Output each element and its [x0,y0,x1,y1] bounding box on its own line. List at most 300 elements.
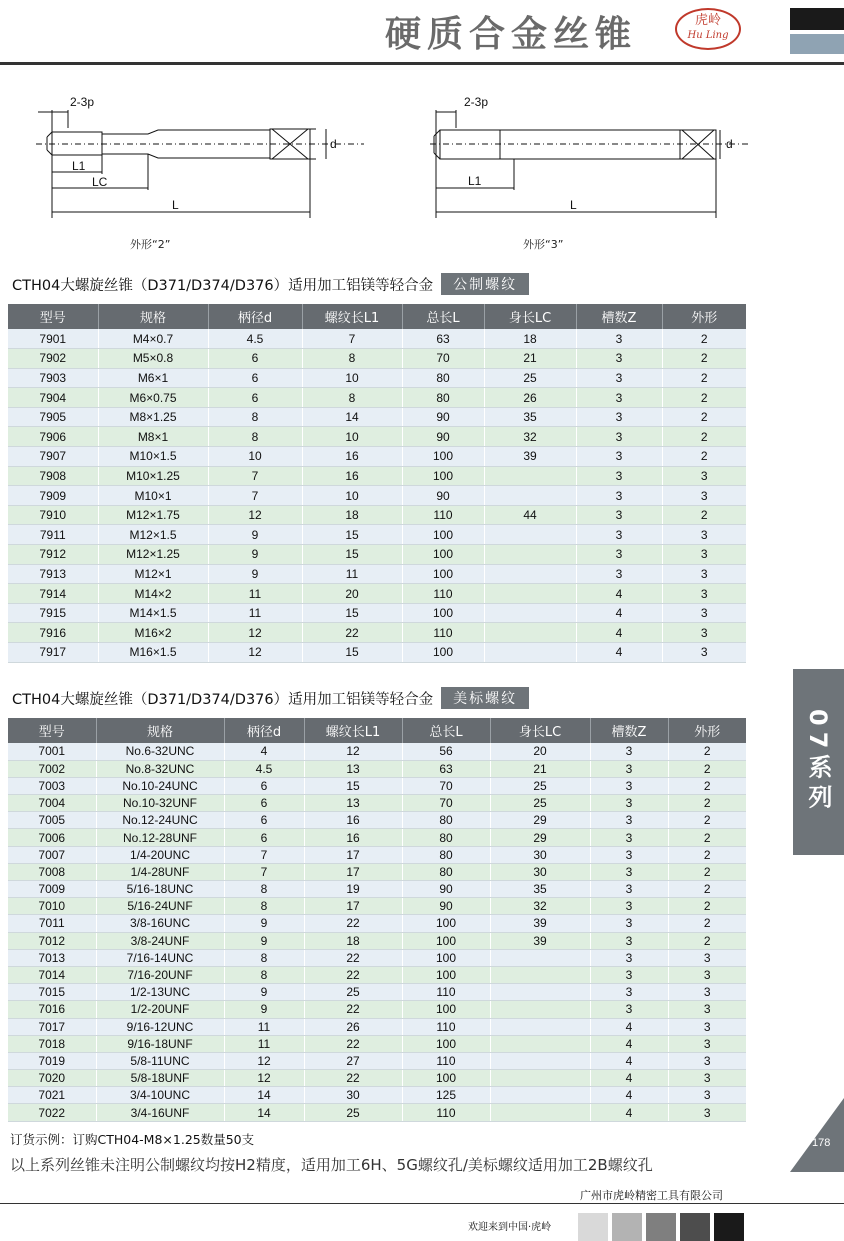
table-cell: 5/8-11UNC [96,1052,224,1069]
table-cell: 2 [662,447,746,467]
table-row [8,777,746,794]
table-cell: 3 [668,1052,746,1069]
table-cell: 3 [590,881,668,898]
table-cell: 4 [590,1087,668,1104]
table-cell: 9/16-12UNC [96,1018,224,1035]
table-cell [484,603,576,623]
column-header: 型号 [8,304,98,329]
table-cell: 44 [484,505,576,525]
table-cell: 7021 [8,1087,96,1104]
table-cell: 3 [576,329,662,349]
table-cell: 70 [402,777,490,794]
table-cell: 3 [576,505,662,525]
order-example: 订货示例：订购CTH04-M8×1.25数量50支 [10,1132,255,1147]
table-cell [484,486,576,506]
table-cell [484,545,576,565]
table-cell: 3 [576,407,662,427]
table-cell: No.10-24UNC [96,777,224,794]
table-cell: 6 [208,388,302,408]
table-cell: 1/4-20UNC [96,846,224,863]
table-cell: 7911 [8,525,98,545]
table-cell: No.10-32UNF [96,795,224,812]
table-cell: 7917 [8,643,98,663]
table-cell: 56 [402,743,490,760]
table-cell: 3 [590,949,668,966]
table-cell: 3 [576,368,662,388]
table-cell: 7006 [8,829,96,846]
column-header: 总长L [402,304,484,329]
table-cell: 125 [402,1087,490,1104]
table-cell: 29 [490,829,590,846]
table-cell: 3 [576,466,662,486]
table-row [8,881,746,898]
table-row [8,368,746,388]
table-row [8,1035,746,1052]
table-row [8,525,746,545]
table-cell: 2 [662,349,746,369]
table-cell: 12 [208,623,302,643]
table-cell: 3 [662,564,746,584]
page-corner [790,1098,844,1172]
table-cell: 39 [484,447,576,467]
table-cell: 25 [490,777,590,794]
table-cell: 100 [402,525,484,545]
table-cell: No.12-28UNF [96,829,224,846]
table-cell: 2 [662,329,746,349]
table-cell: 3 [662,623,746,643]
header-rule [0,62,844,65]
table-cell: 15 [304,777,402,794]
table-row [8,1018,746,1035]
table-cell: 6 [208,349,302,369]
table-cell: 110 [402,505,484,525]
table-cell: 22 [304,1070,402,1087]
table-cell: 90 [402,407,484,427]
table-cell: 7 [224,846,304,863]
table-cell: 7022 [8,1104,96,1121]
table-cell: 4 [576,623,662,643]
column-header: 柄径d [224,718,304,743]
table-cell: 8 [224,898,304,915]
table-cell: 35 [484,407,576,427]
table-row [8,603,746,623]
table-cell: 100 [402,1035,490,1052]
table-cell: 25 [304,984,402,1001]
table-cell [490,1052,590,1069]
table-cell: No.8-32UNC [96,760,224,777]
table-cell: 8 [302,388,402,408]
table-cell: 32 [484,427,576,447]
column-header: 螺纹长L1 [302,304,402,329]
table-cell [484,584,576,604]
table-cell: 2 [668,863,746,880]
table-cell: 9 [224,932,304,949]
table-cell: 3 [662,545,746,565]
table-cell: 3 [576,349,662,369]
table-cell: M12×1.25 [98,545,208,565]
table-cell: 3 [668,949,746,966]
table-cell: 100 [402,643,484,663]
table-cell: 9 [224,1001,304,1018]
header-bar-dark [790,8,844,30]
table-cell: 2 [668,898,746,915]
table-cell: 3 [590,829,668,846]
table-cell: 3 [576,486,662,506]
table-cell: 110 [402,1018,490,1035]
table-cell: 3 [668,966,746,983]
table-cell: 110 [402,623,484,643]
precision-note: 以上系列丝锥未注明公制螺纹均按H2精度，适用加工6H、5G螺纹孔/美标螺纹适用加工2B螺纹孔 [10,1156,653,1174]
table-row [8,584,746,604]
table-cell: 22 [304,949,402,966]
table-cell: 39 [490,915,590,932]
table-cell: M16×1.5 [98,643,208,663]
diagram-caption-shape-2: 外形“2” [130,238,171,251]
table-cell: 7010 [8,898,96,915]
table-cell: 100 [402,564,484,584]
tap-diagram-shape-2 [30,88,370,228]
unified-section-heading [12,687,529,709]
table-cell: 4 [590,1035,668,1052]
table-cell: 90 [402,881,490,898]
table-row [8,846,746,863]
table-cell: 12 [224,1070,304,1087]
table-cell: 7002 [8,760,96,777]
table-cell: 2 [668,812,746,829]
table-cell: 12 [224,1052,304,1069]
table-cell: 7915 [8,603,98,623]
table-cell: 7910 [8,505,98,525]
table-cell: M6×0.75 [98,388,208,408]
table-cell [490,1070,590,1087]
table-cell: 3 [668,1087,746,1104]
column-header: 身长LC [490,718,590,743]
company-name: 广州市虎岭精密工具有限公司 [580,1189,723,1202]
table-cell: 3 [668,1104,746,1121]
table-cell: 35 [490,881,590,898]
table-cell: M16×2 [98,623,208,643]
table-cell: 12 [304,743,402,760]
table-row [8,427,746,447]
column-header: 螺纹长L1 [304,718,402,743]
table-cell: 3 [662,486,746,506]
unified-badge: 美标螺纹 [441,687,529,709]
table-cell: 25 [490,795,590,812]
table-row [8,1104,746,1121]
metric-spec-table [8,304,746,663]
table-cell: 25 [484,368,576,388]
table-row [8,932,746,949]
table-cell: 110 [402,584,484,604]
table-cell: 7916 [8,623,98,643]
footer-rule [0,1203,844,1204]
table-cell: 100 [402,1001,490,1018]
table-row [8,349,746,369]
table-cell: 12 [208,643,302,663]
table-cell: 14 [224,1104,304,1121]
table-cell: 4 [590,1018,668,1035]
table-cell: 7017 [8,1018,96,1035]
table-cell: 2 [668,932,746,949]
table-cell [490,949,590,966]
welcome-text: 欢迎来到中国·虎岭 [468,1222,552,1233]
table-row [8,984,746,1001]
column-header: 总长L [402,718,490,743]
table-cell: 4 [576,603,662,623]
table-cell: 15 [302,545,402,565]
table-cell: 15 [302,603,402,623]
table-cell: 8 [302,349,402,369]
table-cell: 20 [302,584,402,604]
table-cell: 2 [668,881,746,898]
page-number: 178 [812,1137,831,1149]
table-cell: 2 [662,407,746,427]
table-row [8,486,746,506]
table-cell: 27 [304,1052,402,1069]
table-cell: M12×1 [98,564,208,584]
table-cell: 100 [402,545,484,565]
color-swatch [680,1213,710,1241]
table-cell: 7 [208,486,302,506]
table-cell: 6 [224,795,304,812]
table-cell: 90 [402,486,484,506]
d1-l1-label: L1 [72,159,86,173]
table-cell [490,1035,590,1052]
table-cell: 3 [668,1070,746,1087]
table-cell: M12×1.75 [98,505,208,525]
table-cell: 7907 [8,447,98,467]
table-cell: 18 [484,329,576,349]
table-cell: 3/8-24UNF [96,932,224,949]
table-cell [490,1087,590,1104]
table-cell: M10×1.25 [98,466,208,486]
table-cell: 13 [304,760,402,777]
table-cell: 9 [208,545,302,565]
d1-l-label: L [172,198,179,212]
table-cell: 7901 [8,329,98,349]
unified-heading-text: CTH04大螺旋丝锥（D371/D374/D376）适用加工铝镁等轻合金 [12,691,434,708]
table-cell: 7005 [8,812,96,829]
table-cell: 7003 [8,777,96,794]
table-cell: 7015 [8,984,96,1001]
table-cell: 22 [304,966,402,983]
table-cell: M12×1.5 [98,525,208,545]
table-cell [484,623,576,643]
table-cell: 18 [302,505,402,525]
table-cell: 30 [304,1087,402,1104]
table-cell: 16 [302,447,402,467]
logo-cn: 虎岭 [694,13,721,28]
table-cell: 3/8-16UNC [96,915,224,932]
table-cell: 7914 [8,584,98,604]
table-cell: 22 [304,1001,402,1018]
column-header: 外形 [662,304,746,329]
table-cell: 2 [662,388,746,408]
table-row [8,545,746,565]
table-cell: 7001 [8,743,96,760]
table-cell: 7913 [8,564,98,584]
table-cell: 80 [402,846,490,863]
table-cell: 4.5 [224,760,304,777]
table-row [8,812,746,829]
table-cell: 3 [590,863,668,880]
series-side-tab [793,669,844,855]
table-cell: 25 [304,1104,402,1121]
d1-pitch-label: 2-3p [70,95,95,109]
table-cell: 26 [304,1018,402,1035]
table-cell: 3 [576,427,662,447]
table-cell: 7007 [8,846,96,863]
table-cell: 2 [668,760,746,777]
column-header: 柄径d [208,304,302,329]
table-row [8,564,746,584]
table-cell: 26 [484,388,576,408]
table-cell: 3 [590,777,668,794]
table-cell: 7013 [8,949,96,966]
table-cell: M8×1 [98,427,208,447]
table-cell: 100 [402,966,490,983]
table-cell [484,525,576,545]
table-row [8,447,746,467]
table-cell: 100 [402,466,484,486]
table-cell: 3/4-16UNF [96,1104,224,1121]
table-cell: 13 [304,795,402,812]
table-row [8,1087,746,1104]
table-cell: 100 [402,603,484,623]
table-row [8,1070,746,1087]
table-row [8,760,746,777]
table-row [8,329,746,349]
column-header: 规格 [96,718,224,743]
column-header: 身长LC [484,304,576,329]
table-cell: 7905 [8,407,98,427]
table-cell: 3 [590,812,668,829]
table-cell: 30 [490,846,590,863]
table-cell: 80 [402,388,484,408]
table-cell: 70 [402,349,484,369]
table-cell: 90 [402,427,484,447]
table-cell: 11 [224,1018,304,1035]
d2-l-label: L [570,198,577,212]
table-cell: 10 [302,368,402,388]
table-cell: 3 [590,795,668,812]
table-cell: 21 [484,349,576,369]
table-cell: 7018 [8,1035,96,1052]
table-cell: 7008 [8,863,96,880]
table-cell [490,1001,590,1018]
color-swatch [714,1213,744,1241]
table-cell: 3 [662,603,746,623]
table-cell: 7 [224,863,304,880]
table-cell: 80 [402,829,490,846]
table-row [8,795,746,812]
table-cell: 16 [304,812,402,829]
table-cell: 8 [224,949,304,966]
table-cell: 30 [490,863,590,880]
table-cell: 3 [662,643,746,663]
page-title: 硬质合金丝锥 [385,14,638,55]
table-cell: 7909 [8,486,98,506]
table-cell: 63 [402,760,490,777]
table-cell: 3 [590,898,668,915]
table-cell: 4 [590,1052,668,1069]
table-cell: 11 [208,584,302,604]
table-cell: 7004 [8,795,96,812]
table-cell: 29 [490,812,590,829]
table-cell: 9 [208,564,302,584]
table-cell: 17 [304,898,402,915]
table-cell: 100 [402,1070,490,1087]
table-cell: 21 [490,760,590,777]
table-cell: 3 [668,1001,746,1018]
table-row [8,743,746,760]
table-cell: 100 [402,949,490,966]
metric-badge: 公制螺纹 [441,273,529,295]
table-cell: 80 [402,863,490,880]
table-cell: 1/2-20UNF [96,1001,224,1018]
tap-diagram-shape-3 [428,88,758,228]
table-cell: 10 [302,427,402,447]
table-cell: 22 [304,915,402,932]
table-cell: 16 [304,829,402,846]
table-cell: M10×1 [98,486,208,506]
table-cell: M5×0.8 [98,349,208,369]
table-cell: 5/8-18UNF [96,1070,224,1087]
table-cell: 4 [576,643,662,663]
table-cell: 11 [302,564,402,584]
table-cell: 7/16-14UNC [96,949,224,966]
table-cell: 14 [224,1087,304,1104]
table-cell: 7012 [8,932,96,949]
table-cell [490,984,590,1001]
table-cell: 80 [402,812,490,829]
table-cell: 8 [224,881,304,898]
table-cell: 4 [224,743,304,760]
table-row [8,388,746,408]
table-cell [490,1104,590,1121]
table-row [8,829,746,846]
table-cell: 2 [668,829,746,846]
table-cell: 7 [208,466,302,486]
table-cell: 14 [302,407,402,427]
table-cell: 3 [590,743,668,760]
table-cell: 8 [208,407,302,427]
table-row [8,949,746,966]
table-cell: 2 [668,795,746,812]
table-cell: 2 [662,505,746,525]
table-cell: 3 [576,388,662,408]
table-cell: M4×0.7 [98,329,208,349]
table-cell: 9 [224,915,304,932]
column-header: 外形 [668,718,746,743]
table-cell: M10×1.5 [98,447,208,467]
table-cell: M8×1.25 [98,407,208,427]
table-cell: 1/4-28UNF [96,863,224,880]
d2-pitch-label: 2-3p [464,95,489,109]
table-cell: 2 [668,743,746,760]
table-cell: 20 [490,743,590,760]
table-cell: 6 [224,812,304,829]
color-swatch [646,1213,676,1241]
column-header: 槽数Z [590,718,668,743]
table-cell: 12 [208,505,302,525]
table-cell: 7020 [8,1070,96,1087]
table-cell: 3 [576,545,662,565]
table-cell: 32 [490,898,590,915]
table-cell: 8 [208,427,302,447]
column-header: 规格 [98,304,208,329]
table-cell: 100 [402,932,490,949]
